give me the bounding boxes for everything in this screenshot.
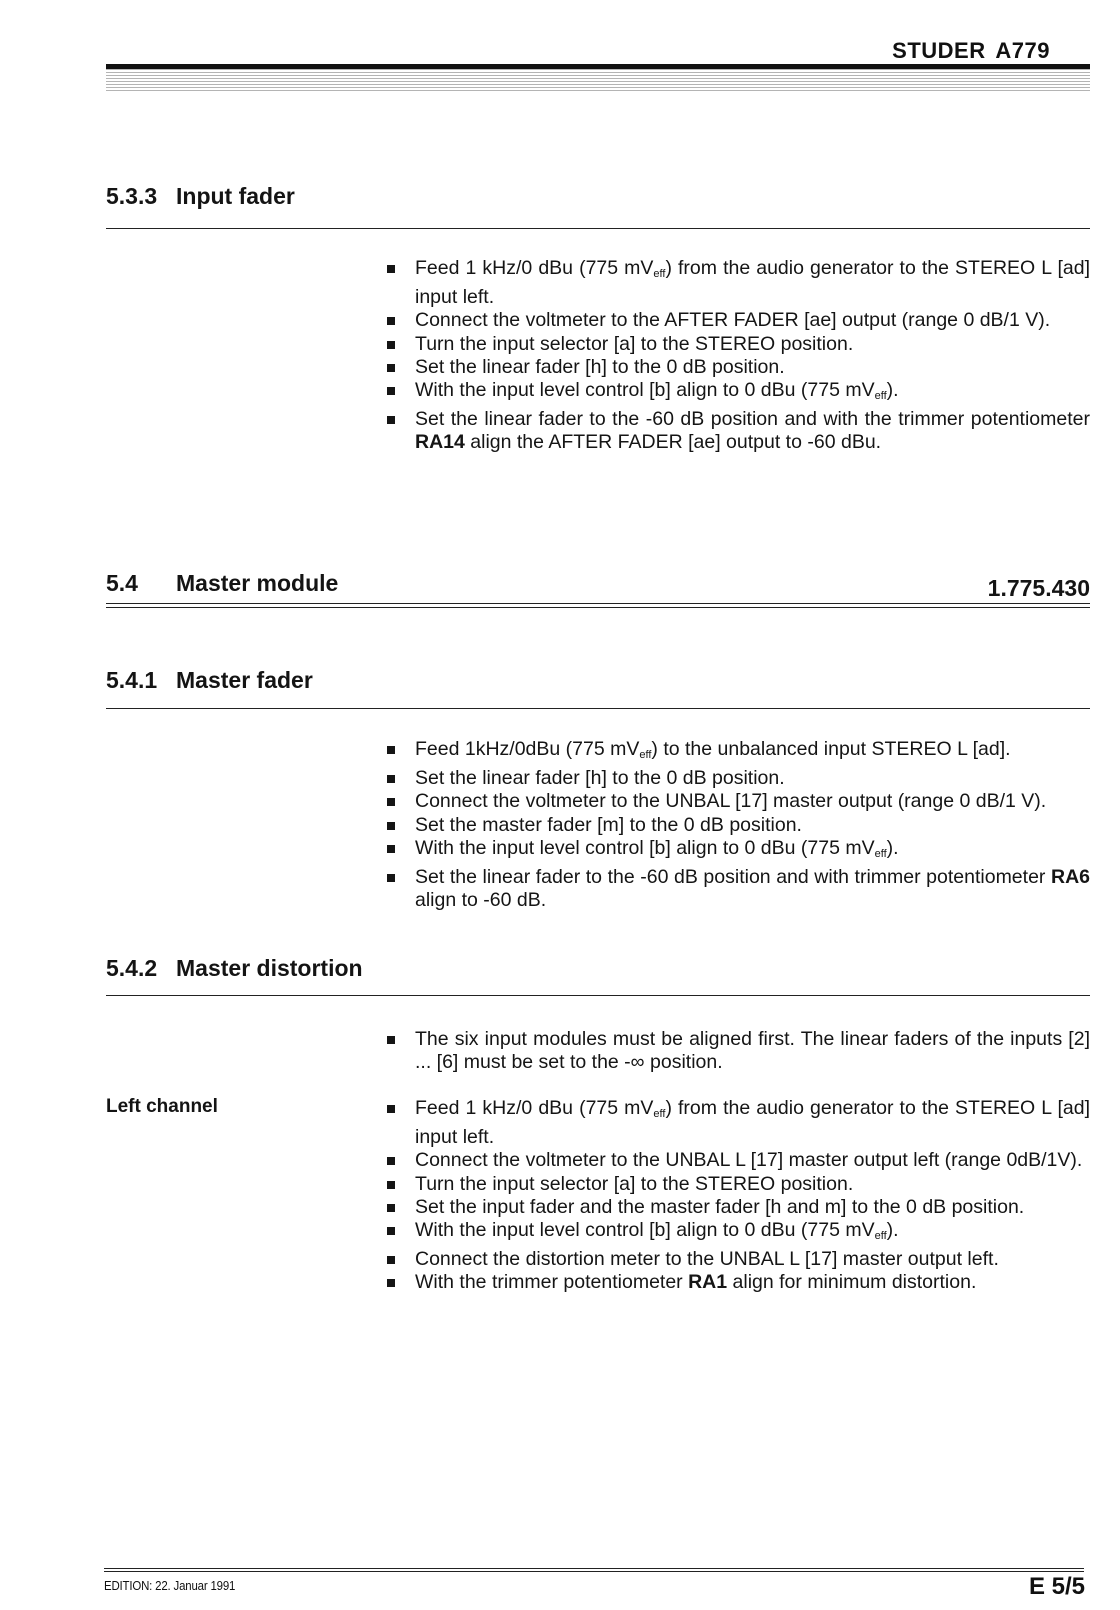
square-bullet-icon <box>387 775 395 783</box>
section-number-master-fader: 5.4.1 <box>106 667 158 693</box>
list-item-text: Connect the voltmeter to the AFTER FADER [ae] output (range 0 dB/1 V). <box>415 309 1051 332</box>
section-title-master-distortion: Master distortion <box>176 955 363 981</box>
square-bullet-icon <box>387 387 395 395</box>
list-item-text: Turn the input selector [a] to the STEREO position. <box>415 1172 854 1195</box>
page-number: E 5/5 <box>1028 1573 1085 1600</box>
list-item <box>385 1173 1090 1196</box>
section-title-master-fader: Master fader <box>176 667 313 693</box>
square-bullet-icon <box>387 1105 395 1113</box>
square-bullet-icon <box>387 822 395 830</box>
list-item-text: With the trimmer potentiometer RA1 align for minimum distortion. <box>415 1271 977 1294</box>
section-rule <box>106 228 1090 229</box>
list-item <box>385 837 1090 866</box>
square-bullet-icon <box>387 416 395 424</box>
list-item-text: With the input level control [b] align to 0 dBu (775 $mV_{eff}$). <box>415 379 899 403</box>
step-list-input-fader <box>385 257 1090 455</box>
square-bullet-icon <box>387 746 395 754</box>
list-item <box>385 767 1090 790</box>
list-item-text: With the input level control [b] align to 0 dBu (775 $mV_{eff}$). <box>415 836 899 860</box>
square-bullet-icon <box>387 1279 395 1287</box>
section-number-input-fader: 5.3.3 <box>106 183 158 209</box>
list-item <box>385 1248 1090 1271</box>
part-number: 1.775.430 <box>987 575 1090 601</box>
step-list-left-channel <box>385 1097 1090 1295</box>
list-item-text: Set the linear fader [h] to the 0 dB position. <box>415 767 785 790</box>
list-item-text: Connect the distortion meter to the UNBAL L [17] master output left. <box>415 1248 999 1271</box>
list-item-text: Turn the input selector [a] to the STEREO position. <box>415 332 854 355</box>
section-title-master-module: Master module <box>176 570 339 596</box>
square-bullet-icon <box>387 1036 395 1044</box>
list-item-text: Set the linear fader [h] to the 0 dB position. <box>415 355 785 378</box>
square-bullet-icon <box>387 341 395 349</box>
square-bullet-icon <box>387 845 395 853</box>
square-bullet-icon <box>387 1227 395 1235</box>
square-bullet-icon <box>387 1181 395 1189</box>
list-item <box>385 257 1090 309</box>
list-item-text: Feed 1 kHz/0 dBu (775 $mV_{eff}$) from the audio generator to the STEREO L [ad] input left. <box>415 257 1090 309</box>
list-item-text: Set the input fader and the master fader [h and m] to the 0 dB position. <box>415 1195 1025 1218</box>
brand-header: STUDER A779 <box>892 38 1050 63</box>
section-rule <box>106 995 1090 996</box>
list-item-text: Set the linear fader to the -60 dB position and with the trimmer potentiometer RA14 align the AFTER FADER [ae] output to -60 dBu. <box>415 408 1090 454</box>
square-bullet-icon <box>387 1204 395 1212</box>
list-item <box>385 1196 1090 1219</box>
step-list-master-fader <box>385 738 1090 912</box>
section-rule <box>106 607 1090 608</box>
section-rule <box>106 708 1090 709</box>
list-item-text: Set the linear fader to the -60 dB position and with trimmer potentiometer RA6 align to -60 dB. <box>415 866 1090 912</box>
list-item-text: Feed 1 kHz/0 dBu (775 $mV_{eff}$) from the audio generator to the STEREO L [ad] input left. <box>415 1097 1090 1149</box>
square-bullet-icon <box>387 265 395 273</box>
list-item <box>385 1219 1090 1248</box>
square-bullet-icon <box>387 317 395 325</box>
list-item <box>385 814 1090 837</box>
section-number-master-module: 5.4 <box>106 570 138 596</box>
section-title-input-fader: Input fader <box>176 183 295 209</box>
side-label-left-channel: Left channel <box>106 1096 218 1117</box>
list-item-text: Connect the voltmeter to the UNBAL L [17] master output left (range 0dB/1V). <box>415 1149 1083 1172</box>
square-bullet-icon <box>387 1157 395 1165</box>
list-item <box>385 1028 1090 1074</box>
list-item <box>385 1149 1090 1172</box>
list-item-text: Set the master fader [m] to the 0 dB position. <box>415 813 802 836</box>
list-item <box>385 1271 1090 1294</box>
footer-rule <box>104 1571 1084 1572</box>
list-item-text: The six input modules must be aligned first. The linear faders of the inputs [2] ... [6] must be set to the -∞ position. <box>415 1028 1090 1074</box>
header-screen-band <box>106 69 1090 91</box>
square-bullet-icon <box>387 798 395 806</box>
square-bullet-icon <box>387 1256 395 1264</box>
list-item <box>385 790 1090 813</box>
square-bullet-icon <box>387 364 395 372</box>
list-item <box>385 866 1090 912</box>
section-number-master-distortion: 5.4.2 <box>106 955 158 981</box>
footer-rule <box>104 1568 1084 1569</box>
list-item-text: With the input level control [b] align to 0 dBu (775 $mV_{eff}$). <box>415 1219 899 1243</box>
step-list-master-distortion-intro <box>385 1028 1090 1074</box>
list-item <box>385 408 1090 454</box>
list-item <box>385 1097 1090 1149</box>
list-item <box>385 309 1090 332</box>
square-bullet-icon <box>387 874 395 882</box>
list-item <box>385 333 1090 356</box>
list-item <box>385 738 1090 767</box>
edition-date: EDITION: 22. Januar 1991 <box>104 1578 236 1593</box>
list-item-text: Connect the voltmeter to the UNBAL [17] master output (range 0 dB/1 V). <box>415 790 1047 813</box>
list-item-text: Feed 1kHz/0dBu (775 $mV_{eff}$) to the unbalanced input STEREO L [ad]. <box>415 738 1011 761</box>
list-item <box>385 356 1090 379</box>
section-rule <box>106 603 1090 604</box>
list-item <box>385 379 1090 408</box>
